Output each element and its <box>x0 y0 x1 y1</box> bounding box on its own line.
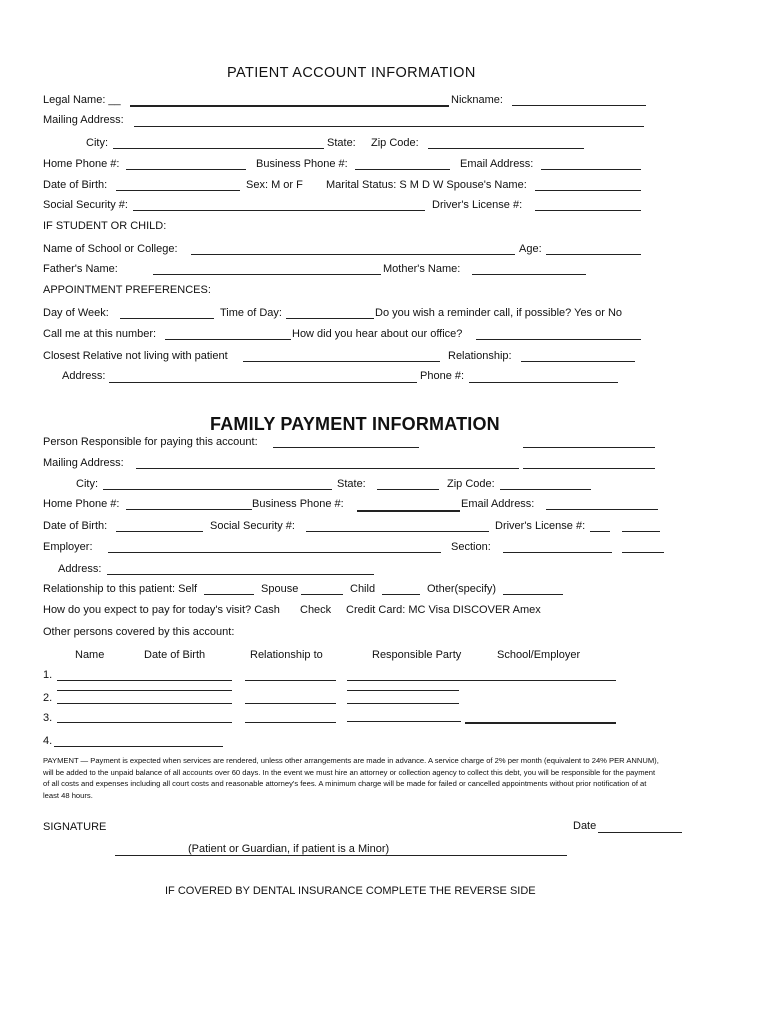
relationship-child-label: Child <box>350 583 376 595</box>
license-label: Driver's License #: <box>432 199 523 211</box>
employer-label: Employer: <box>43 541 93 553</box>
marital-label: Marital Status: S M D W Spouse's Name: <box>326 179 527 191</box>
row-dob-field[interactable] <box>57 690 232 691</box>
row-responsible-field[interactable] <box>347 703 459 704</box>
family-home-phone-label: Home Phone #: <box>43 498 120 510</box>
zip-field[interactable] <box>428 148 584 149</box>
father-label: Father's Name: <box>43 263 118 275</box>
relative-address-field[interactable] <box>109 382 417 383</box>
pay-check-label: Check <box>300 604 332 616</box>
email-label: Email Address: <box>460 158 534 170</box>
age-label: Age: <box>519 243 542 255</box>
legal-name-field[interactable] <box>130 105 449 107</box>
family-mailing-field[interactable] <box>136 468 519 469</box>
row-number: 1. <box>43 669 53 681</box>
row-name-field[interactable] <box>57 722 232 723</box>
row-name-field[interactable] <box>57 680 232 681</box>
insurance-footer: IF COVERED BY DENTAL INSURANCE COMPLETE THE REVERSE SIDE <box>165 885 536 897</box>
relative-field[interactable] <box>243 361 440 362</box>
family-dob-field[interactable] <box>116 531 203 532</box>
employer-field[interactable] <box>108 552 441 553</box>
relationship-spouse-field[interactable] <box>301 594 343 595</box>
dob-field[interactable] <box>116 190 240 191</box>
relative-label: Closest Relative not living with patient <box>43 350 228 362</box>
family-mailing-field-2[interactable] <box>523 468 655 469</box>
home-phone-field[interactable] <box>126 169 246 170</box>
family-email-field[interactable] <box>546 509 658 510</box>
row-name-field[interactable] <box>57 703 232 704</box>
employer-address-field[interactable] <box>107 574 374 575</box>
responsible-label: Person Responsible for paying this account: <box>43 436 258 448</box>
row-name-field[interactable] <box>54 746 223 747</box>
family-zip-field[interactable] <box>500 489 591 490</box>
section-label: Section: <box>451 541 491 553</box>
family-business-phone-field[interactable] <box>357 510 460 512</box>
day-label: Day of Week: <box>43 307 109 319</box>
col-school: School/Employer <box>497 649 581 661</box>
relative-relationship-label: Relationship: <box>448 350 512 362</box>
family-license-field[interactable] <box>590 531 610 532</box>
call-me-label: Call me at this number: <box>43 328 157 340</box>
row-number: 2. <box>43 692 53 704</box>
city-field[interactable] <box>113 148 324 149</box>
time-field[interactable] <box>286 318 374 319</box>
appointment-header: APPOINTMENT PREFERENCES: <box>43 284 211 296</box>
family-business-phone-label: Business Phone #: <box>252 498 344 510</box>
date-field[interactable] <box>598 832 682 833</box>
relative-address-label: Address: <box>62 370 106 382</box>
relative-relationship-field[interactable] <box>521 361 635 362</box>
nickname-label: Nickname: <box>451 94 503 106</box>
mailing-address-field[interactable] <box>134 126 644 127</box>
section-field[interactable] <box>503 552 612 553</box>
row-school-field[interactable] <box>347 690 459 691</box>
age-field[interactable] <box>546 254 641 255</box>
relationship-spouse-label: Spouse <box>261 583 299 595</box>
family-state-label: State: <box>337 478 366 490</box>
others-covered-label: Other persons covered by this account: <box>43 626 235 638</box>
responsible-field-2[interactable] <box>523 447 655 448</box>
relationship-self-field[interactable] <box>204 594 254 595</box>
row-relationship-field[interactable] <box>245 722 336 723</box>
family-section-title: FAMILY PAYMENT INFORMATION <box>210 414 500 434</box>
father-field[interactable] <box>153 274 381 275</box>
home-phone-label: Home Phone #: <box>43 158 120 170</box>
city-label: City: <box>86 137 108 149</box>
family-ssn-field[interactable] <box>306 531 489 532</box>
family-city-label: City: <box>76 478 98 490</box>
legal-name-label: Legal Name: __ <box>43 94 121 106</box>
email-field[interactable] <box>541 169 641 170</box>
family-license-label: Driver's License #: <box>495 520 586 532</box>
signature-label: SIGNATURE <box>43 821 107 833</box>
dob-label: Date of Birth: <box>43 179 108 191</box>
nickname-field[interactable] <box>512 105 646 106</box>
day-field[interactable] <box>120 318 214 319</box>
ssn-field[interactable] <box>133 210 425 211</box>
patient-section-title: PATIENT ACCOUNT INFORMATION <box>227 65 476 81</box>
relationship-other-label: Other(specify) <box>427 583 497 595</box>
family-mailing-label: Mailing Address: <box>43 457 124 469</box>
relative-phone-field[interactable] <box>469 382 618 383</box>
row-number: 3. <box>43 712 53 724</box>
row-number: 4. <box>43 735 53 747</box>
family-dob-label: Date of Birth: <box>43 520 108 532</box>
family-ssn-label: Social Security #: <box>210 520 295 532</box>
family-state-field[interactable] <box>377 489 439 490</box>
guardian-caption: (Patient or Guardian, if patient is a Minor) <box>188 843 390 855</box>
ssn-label: Social Security #: <box>43 199 128 211</box>
spouse-name-field[interactable] <box>535 190 641 191</box>
reminder-label: Do you wish a reminder call, if possible? Yes or No <box>375 307 623 319</box>
family-license-field-2[interactable] <box>622 531 660 532</box>
relationship-self-label: Relationship to this patient: Self <box>43 583 198 595</box>
col-name: Name <box>75 649 105 661</box>
col-relationship: Relationship to <box>250 649 323 661</box>
relationship-child-field[interactable] <box>382 594 420 595</box>
student-header: IF STUDENT OR CHILD: <box>43 220 167 232</box>
date-label: Date <box>573 820 597 832</box>
row-responsible-field[interactable] <box>347 680 616 681</box>
state-label: State: <box>327 137 356 149</box>
section-field-2[interactable] <box>622 552 664 553</box>
col-responsible: Responsible Party <box>372 649 462 661</box>
employer-address-label: Address: <box>58 563 102 575</box>
responsible-field[interactable] <box>273 447 419 448</box>
family-email-label: Email Address: <box>461 498 535 510</box>
row-responsible-field[interactable] <box>347 721 461 722</box>
heard-field[interactable] <box>476 339 641 340</box>
family-city-field[interactable] <box>103 489 332 490</box>
license-field[interactable] <box>535 210 641 211</box>
heard-label: How did you hear about our office? <box>292 328 463 340</box>
family-zip-label: Zip Code: <box>447 478 495 490</box>
pay-question-label: How do you expect to pay for today's visit? Cash <box>43 604 280 616</box>
payment-terms: PAYMENT — Payment is expected when services are rendered, unless other arrangements are made in advance. A service charge of 2% per month (equivalent to 24% PER ANNUM), will be added to the unpaid balance of all accounts over 60 days. In the event we must hire an attorney or collection agency to collect this debt, you will be responsible for the payment of all costs and expenses including all court costs and reasonable attorney's fees. A minimum charge will be made for failed or cancelled appointments without prior notification of at least 48 hours. <box>43 756 659 800</box>
row-relationship-field[interactable] <box>245 680 336 681</box>
school-label: Name of School or College: <box>43 243 178 255</box>
family-home-phone-field[interactable] <box>126 509 252 510</box>
school-field[interactable] <box>191 254 515 255</box>
row-relationship-field[interactable] <box>245 703 336 704</box>
mother-field[interactable] <box>472 274 586 275</box>
business-phone-field[interactable] <box>355 169 450 170</box>
sex-label: Sex: M or F <box>246 179 303 191</box>
mailing-address-label: Mailing Address: <box>43 114 124 126</box>
business-phone-label: Business Phone #: <box>256 158 348 170</box>
col-dob: Date of Birth <box>144 649 206 661</box>
pay-credit-label: Credit Card: MC Visa DISCOVER Amex <box>346 604 541 616</box>
zip-label: Zip Code: <box>371 137 419 149</box>
row-school-field[interactable] <box>465 722 616 724</box>
time-label: Time of Day: <box>220 307 282 319</box>
relative-phone-label: Phone #: <box>420 370 465 382</box>
relationship-other-field[interactable] <box>503 594 563 595</box>
mother-label: Mother's Name: <box>383 263 461 275</box>
call-me-field[interactable] <box>165 339 291 340</box>
